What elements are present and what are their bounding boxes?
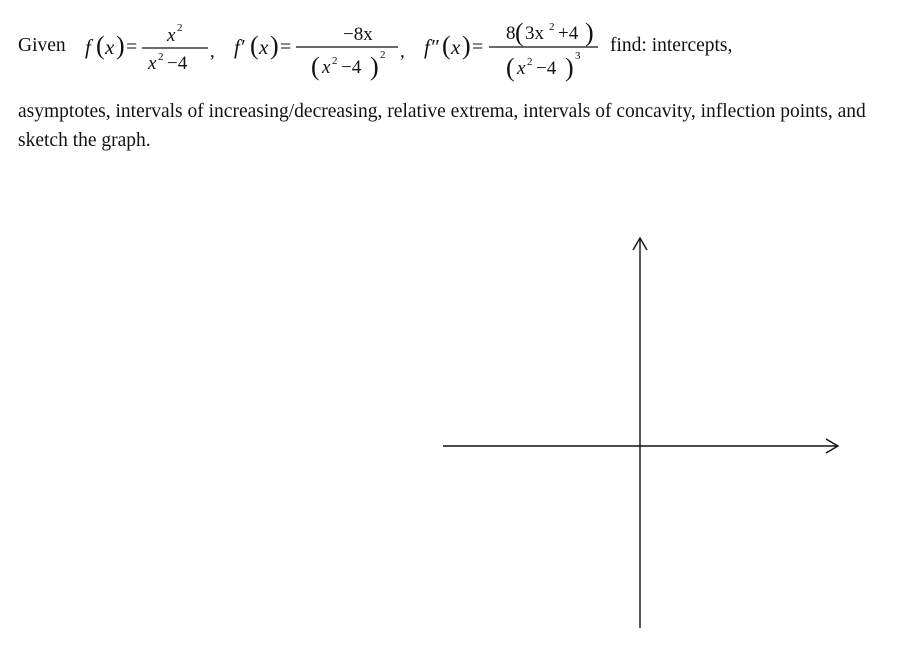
fdouble-arg: x — [451, 35, 461, 59]
fdouble-equals: = — [472, 36, 484, 58]
fdouble-den-exponent: 2 — [527, 56, 533, 68]
fdouble-open-paren: ( — [442, 31, 451, 60]
f-open-paren: ( — [96, 31, 105, 60]
f-symbol: f — [85, 35, 91, 59]
fprime-den-close-paren: ) — [370, 52, 379, 81]
f-close-paren: ) — [116, 31, 125, 60]
fprime-numerator: −8x — [343, 24, 373, 45]
fdouble-symbol: f″ — [424, 35, 439, 59]
problem-statement-continuation: asymptotes, intervals of increasing/decreasing, relative extrema, intervals of concavity, inflection points, and sketch the graph. — [18, 101, 866, 151]
fprime-den-x: x — [322, 57, 331, 78]
fprime-den-outer-exponent: 2 — [380, 49, 386, 61]
separator-1: , — [210, 41, 215, 62]
f-denominator-exponent: 2 — [158, 51, 164, 63]
fdouble-close-paren: ) — [462, 31, 471, 60]
fdouble-den-close-paren: ) — [565, 53, 574, 82]
fdouble-den-tail: −4 — [536, 58, 557, 79]
fdouble-den-open-paren: ( — [506, 53, 515, 82]
fprime-open-paren: ( — [250, 31, 259, 60]
f-numerator-exponent: 2 — [177, 22, 183, 34]
fdouble-num-close-paren: ) — [585, 18, 594, 47]
given-label: Given — [18, 35, 66, 56]
f-denominator-tail: −4 — [167, 53, 188, 74]
f-numerator: x — [167, 25, 176, 46]
separator-2: , — [400, 41, 405, 62]
fprime-arg: x — [259, 35, 269, 59]
fprime-symbol: f′ — [234, 35, 245, 59]
fprime-den-tail: −4 — [341, 57, 362, 78]
fdouble-num-tail: +4 — [558, 23, 579, 44]
fdouble-den-outer-exponent: 3 — [575, 50, 581, 62]
fdouble-num-exponent: 2 — [549, 21, 555, 33]
fprime-close-paren: ) — [270, 31, 279, 60]
fprime-den-open-paren: ( — [311, 52, 320, 81]
f-denominator-x: x — [148, 53, 157, 74]
f-equals: = — [126, 36, 138, 58]
fdouble-num-inner: 3x — [525, 23, 544, 44]
find-label: find: intercepts, — [610, 35, 733, 56]
fdouble-num-open-paren: ( — [515, 18, 524, 47]
fprime-den-exponent: 2 — [332, 55, 338, 67]
f-arg: x — [105, 35, 115, 59]
fdouble-num-coef: 8 — [506, 23, 516, 44]
fdouble-den-x: x — [517, 58, 526, 79]
fprime-equals: = — [280, 36, 292, 58]
